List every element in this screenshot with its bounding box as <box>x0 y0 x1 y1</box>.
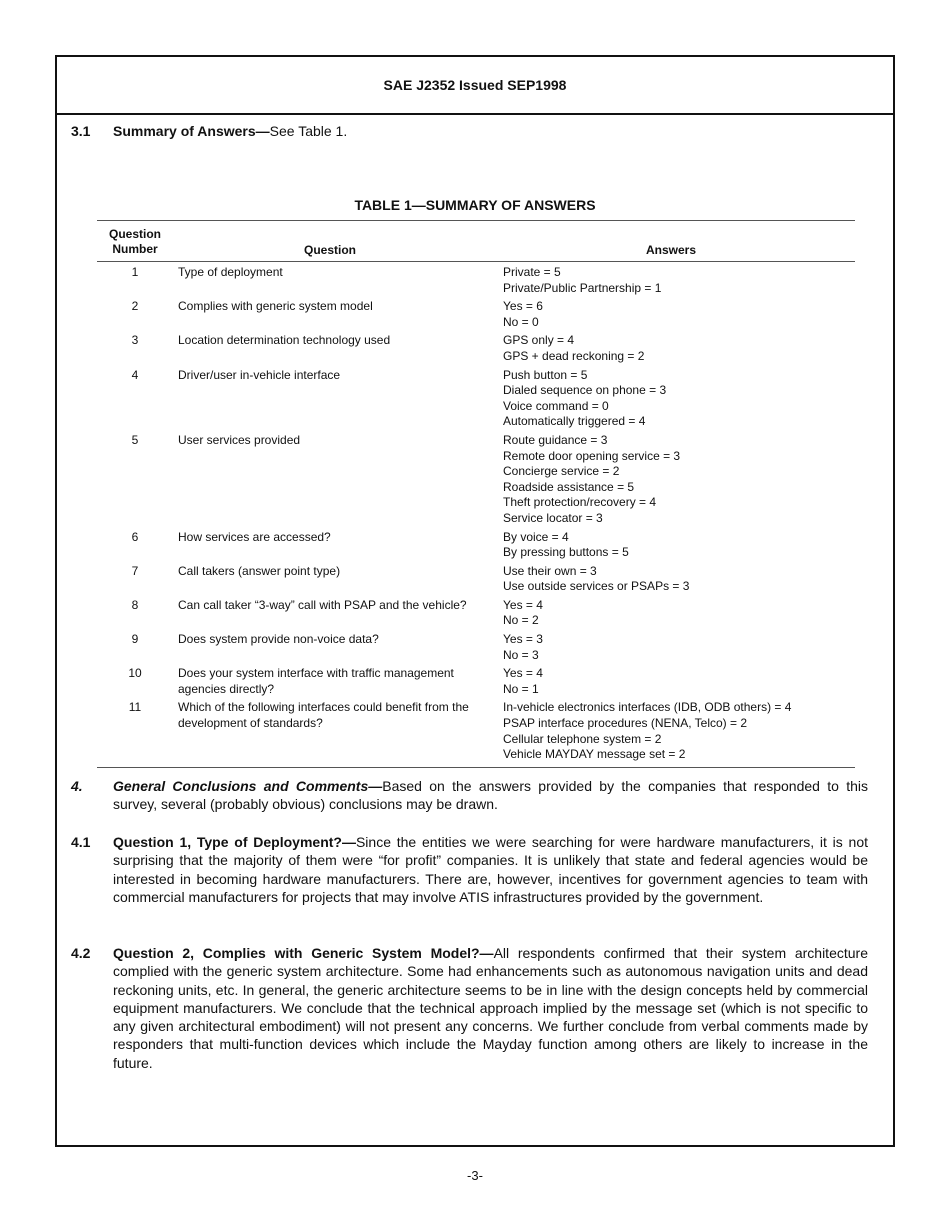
table-row <box>97 368 855 430</box>
answers-cell <box>493 368 855 430</box>
question-text: Does system provide non-voice data? <box>178 632 379 647</box>
answer-line: Yes = 4 <box>503 597 543 612</box>
answer-line: Automatically triggered = 4 <box>503 414 646 429</box>
answer-line: Yes = 3 <box>503 632 543 647</box>
answers-cell <box>493 299 855 330</box>
table-row <box>97 632 855 663</box>
question-number: 5 <box>131 432 139 447</box>
header-number-line2: Number <box>112 242 158 256</box>
table-row <box>97 265 855 296</box>
section-number: 4.1 <box>71 834 91 850</box>
question-number: 1 <box>131 265 139 279</box>
answer-line: Dialed sequence on phone = 3 <box>503 383 667 398</box>
question-text: User services provided <box>178 432 301 447</box>
answers-cell <box>493 598 855 629</box>
table-row <box>97 333 855 364</box>
answer-line: Use their own = 3 <box>503 563 597 578</box>
answer-line: Concierge service = 2 <box>503 464 620 479</box>
answer-line: Yes = 4 <box>503 666 543 681</box>
table-row <box>97 598 855 629</box>
page-number: -3- <box>467 1168 483 1183</box>
header-question-number <box>97 221 173 261</box>
question-text: Location determination technology used <box>178 333 391 348</box>
section-4-2 <box>71 944 868 1072</box>
page-frame <box>55 55 895 1147</box>
answer-line: Route guidance = 3 <box>503 432 608 447</box>
answers-cell <box>493 333 855 364</box>
answer-line: Push button = 5 <box>503 367 588 382</box>
question-text: Type of deployment <box>178 265 283 279</box>
section-lead: Question 1, Type of Deployment?— <box>113 834 356 850</box>
table-row <box>97 530 855 561</box>
table-row <box>97 564 855 595</box>
answers-cell <box>493 666 855 697</box>
answers-cell <box>493 564 855 595</box>
question-text: Call takers (answer point type) <box>178 563 341 578</box>
question-number: 2 <box>131 299 139 314</box>
answer-line: In-vehicle electronics interfaces (IDB, ODB others) = 4 <box>503 700 792 715</box>
section-lead: Question 2, Complies with Generic System Model?— <box>113 945 494 961</box>
answer-line: Voice command = 0 <box>503 398 609 413</box>
header-question: Question <box>303 243 356 257</box>
document-header <box>57 57 893 115</box>
answer-line: Cellular telephone system = 2 <box>503 731 662 746</box>
question-number: 10 <box>128 666 142 681</box>
header-number-line1: Question <box>108 227 161 241</box>
question-number: 8 <box>131 597 139 612</box>
answers-cell <box>493 700 855 762</box>
section-lead: Summary of Answers— <box>113 123 270 139</box>
table-header <box>97 221 855 262</box>
table-row <box>97 666 855 697</box>
answer-line: No = 2 <box>503 613 539 628</box>
answer-line: Yes = 6 <box>503 299 543 314</box>
table-row <box>97 700 855 762</box>
answer-line: Remote door opening service = 3 <box>503 448 681 463</box>
section-text: Based on the answers provided by the companies that responded to this survey, several (probably obvious) conclusions may be drawn. <box>113 778 868 813</box>
answer-line: No = 0 <box>503 314 539 329</box>
answers-cell <box>493 433 855 527</box>
section-3-1 <box>71 123 347 139</box>
question-text: Which of the following interfaces could benefit from the development of standards? <box>178 700 469 731</box>
section-text: All respondents confirmed that their system architecture complied with the generic system architecture. Some had enhancements such as autonomous navigation units and dead reckoning units, etc. In general, the generic architecture seems to be in line with the design concepts held by commercial equipment manufacturers. We conclude that the technical approach implied by the message set (which is not specific to any given architectural embodiment) will not present any concerns. We further conclude from verbal comments made by responders that multi-function devices which include the Mayday function among others are likely to increase in the future. <box>113 945 868 1071</box>
answer-line: Private/Public Partnership = 1 <box>503 280 662 295</box>
question-number: 6 <box>131 529 139 544</box>
section-number: 4. <box>71 778 83 794</box>
answer-line: Roadside assistance = 5 <box>503 479 635 494</box>
question-number: 7 <box>131 563 139 578</box>
table-row <box>97 433 855 527</box>
question-number: 11 <box>128 700 142 715</box>
header-answers: Answers <box>645 243 697 257</box>
question-text: Can call taker “3-way” call with PSAP and the vehicle? <box>178 597 467 612</box>
answer-line: Theft protection/recovery = 4 <box>503 495 657 510</box>
section-lead: General Conclusions and Comments— <box>113 778 383 794</box>
answers-cell <box>493 265 855 296</box>
question-text: Does your system interface with traffic management agencies directly? <box>178 666 454 696</box>
answer-line: No = 1 <box>503 681 539 696</box>
summary-table <box>97 220 855 768</box>
answer-line: GPS + dead reckoning = 2 <box>503 348 645 363</box>
answer-line: Private = 5 <box>503 265 561 279</box>
question-number: 3 <box>131 333 139 348</box>
answer-line: GPS only = 4 <box>503 333 575 348</box>
question-text: Complies with generic system model <box>178 299 373 314</box>
answer-line: By voice = 4 <box>503 529 569 544</box>
answer-line: No = 3 <box>503 647 539 662</box>
question-number: 9 <box>131 632 139 647</box>
question-number: 4 <box>131 367 139 382</box>
section-text: Since the entities we were searching for were hardware manufacturers, it is not surprising that the majority of them were “for profit” companies. It is unlikely that state and federal agencies would be interested in becoming hardware manufacturers. There are, however, incentives for government agencies to team with commercial manufacturers for projects that may involve ATIS infrastructures provided by the government. <box>113 834 869 905</box>
question-text: Driver/user in-vehicle interface <box>178 367 341 382</box>
section-4 <box>71 777 868 814</box>
answer-line: Use outside services or PSAPs = 3 <box>503 579 690 594</box>
section-number: 3.1 <box>71 123 91 139</box>
answer-line: By pressing buttons = 5 <box>503 545 629 560</box>
answer-line: Vehicle MAYDAY message set = 2 <box>503 747 686 762</box>
answer-line: Service locator = 3 <box>503 510 603 525</box>
section-4-1 <box>71 833 868 906</box>
table-row <box>97 299 855 330</box>
answers-cell <box>493 632 855 663</box>
section-text: See Table 1. <box>269 123 348 139</box>
answers-cell <box>493 530 855 561</box>
table-body <box>97 262 855 767</box>
question-text: How services are accessed? <box>178 529 331 544</box>
section-number: 4.2 <box>71 945 91 961</box>
table-title: TABLE 1—SUMMARY OF ANSWERS <box>354 197 596 213</box>
document-title: SAE J2352 Issued SEP1998 <box>383 77 567 93</box>
answer-line: PSAP interface procedures (NENA, Telco) = 2 <box>503 716 748 731</box>
